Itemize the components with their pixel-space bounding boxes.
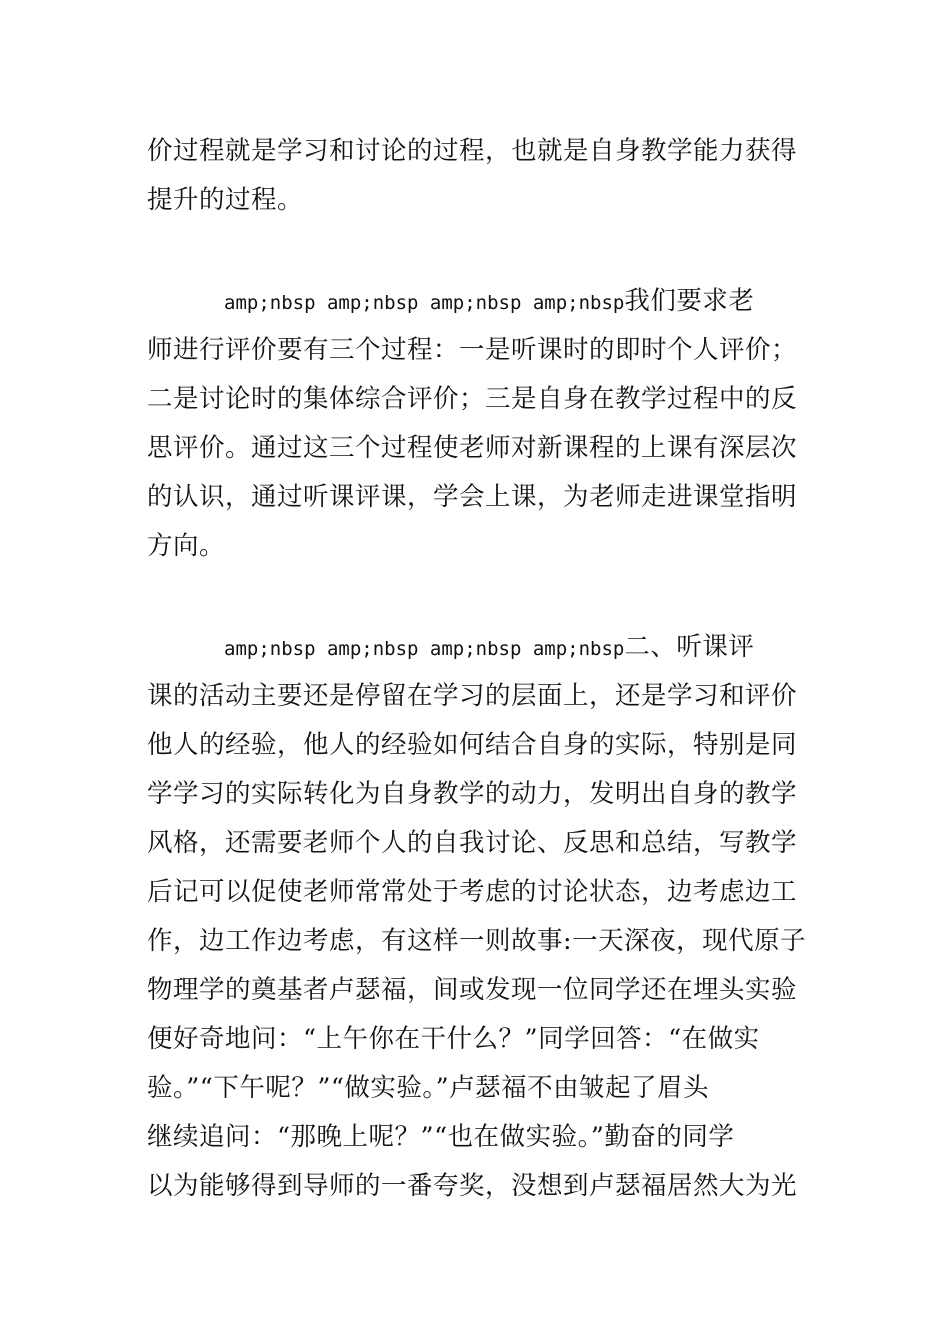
paragraph-3-line-3: 他人的经验，他人的经验如何结合自身的实际，特别是同: [147, 730, 798, 760]
paragraph-3-line-4: 学学习的实际转化为自身教学的动力，发明出自身的教学: [147, 779, 798, 809]
paragraph-3-line-9: 便好奇地问：“上午你在干什么？”同学回答：“在做实: [147, 1024, 760, 1054]
paragraph-1-line-2: 提升的过程。: [147, 185, 304, 215]
paragraph-3-line-1: [224, 632, 807, 664]
paragraph-2-line-2: 师进行评价要有三个过程：一是听课时的即时个人评价；: [147, 335, 798, 365]
paragraph-2-line-5: 的认识，通过听课评课，学会上课，为老师走进课堂指明: [147, 482, 798, 512]
paragraph-3-line-12: 以为能够得到导师的一番夸奖，没想到卢瑟福居然大为光: [147, 1171, 798, 1201]
paragraph-3-line-11: 继续追问：“那晚上呢？”“也在做实验。”勤奋的同学: [147, 1122, 735, 1152]
paragraph-2-line-1: [224, 286, 807, 318]
paragraph-3-lead-entities: amp;nbsp amp;nbsp amp;nbsp amp;nbsp: [224, 638, 625, 660]
paragraph-3-line-2: 课的活动主要还是停留在学习的层面上，还是学习和评价: [147, 681, 798, 711]
paragraph-1-line-1: 价过程就是学习和讨论的过程，也就是自身教学能力获得: [147, 136, 798, 166]
paragraph-2-line-3: 二是讨论时的集体综合评价；三是自身在教学过程中的反: [147, 384, 798, 414]
paragraph-3-line-8: 物理学的奠基者卢瑟福，间或发现一位同学还在埋头实验: [147, 975, 798, 1005]
paragraph-3-line-10: 验。”“下午呢？”“做实验。”卢瑟福不由皱起了眉头: [147, 1073, 710, 1103]
paragraph-2-line-4: 思评价。通过这三个过程使老师对新课程的上课有深层次: [147, 433, 798, 463]
paragraph-2-line-1-text: 我们要求老: [624, 286, 755, 316]
paragraph-2-lead-entities: amp;nbsp amp;nbsp amp;nbsp amp;nbsp: [224, 292, 625, 314]
paragraph-3-line-6: 后记可以促使老师常常处于考虑的讨论状态，边考虑边工: [147, 877, 798, 907]
paragraph-3-line-5: 风格，还需要老师个人的自我讨论、反思和总结，写教学: [147, 828, 798, 858]
paragraph-3-line-1-text: 二、听课评: [624, 632, 755, 662]
paragraph-3-line-7: 作，边工作边考虑，有这样一则故事:一天深夜，现代原子: [147, 926, 807, 956]
paragraph-2-line-6: 方向。: [147, 531, 226, 561]
